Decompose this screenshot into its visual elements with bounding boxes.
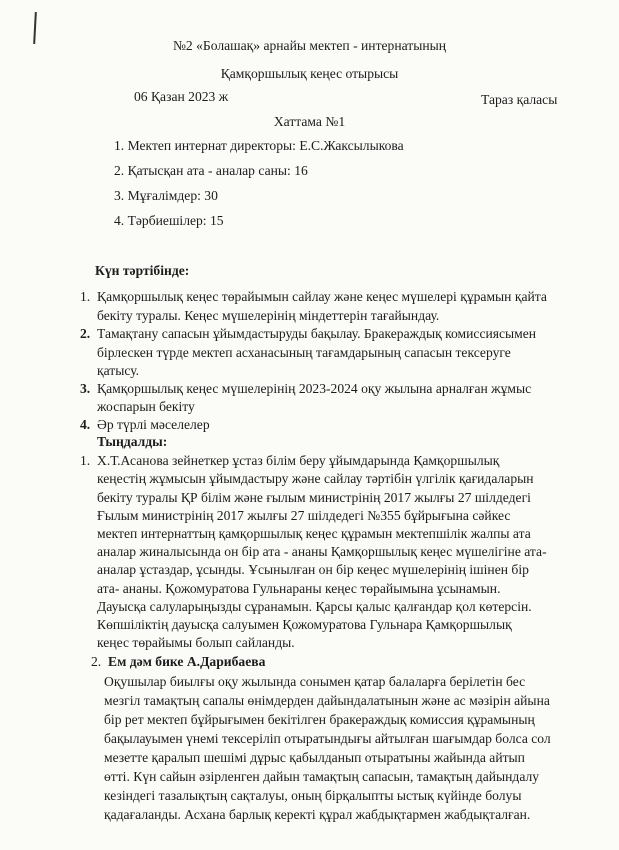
agenda-item-line: бірлескен түрде мектеп асханасының тағамдарының сапасын тексеруге [97, 345, 511, 360]
attendance-item: 1. Мектеп интернат директоры: Е.С.Жаксылыкова [114, 138, 404, 153]
agenda-item-line: Тамақтану сапасын ұйымдастыруды бақылау. Бракераждық комиссиясымен [97, 326, 537, 341]
attendance-item: 4. Тәрбиешілер: 15 [114, 213, 224, 228]
agenda-item-line: қатысу. [97, 363, 140, 378]
heard-item-line: Дауысқа салуларыңызды сұранамын. Қарсы қалыс қалғандар қол көтерсін. [97, 599, 532, 614]
attendance-item: 3. Мұғалімдер: 30 [114, 188, 218, 203]
agenda-item-number: 4. [80, 417, 91, 432]
heard-item-line: кеңес төрайымы болып сайланды. [97, 635, 295, 650]
agenda-item-number: 3. [80, 381, 91, 396]
heard-item-line: кеңестің жұмысын ұйымдастыру және сайлау тәртібін үлгілік қағидаларын [97, 471, 534, 486]
heard-item-line: бақылауымен үнемі тексеріліп отыратындығы айтылған шағымдар болса сол [104, 731, 551, 746]
heard-title: Тыңдалды: [97, 434, 168, 449]
heard-item-line: бір рет мектеп бұйрығымен бекітілген бракераждық комиссия құрамының [104, 712, 535, 727]
heard-item-line: Ғылым министрінің 2017 жылғы 27 шілдедегі №355 бұйрығына сәйкес [97, 508, 511, 523]
agenda-item-number: 1. [80, 289, 91, 304]
heard-item-line: Х.Т.Асанова зейнеткер ұстаз білім беру ұйымдарында Қамқоршылық [97, 453, 500, 468]
heard-item-line: аналар ұстаздар, ұсынды. Ұсынылған он бір кеңес мүшелерінің ішінен бір [97, 562, 529, 577]
heard-item-line: аналар жиналысында он бір ата - ананы Қамқоршылық кеңес мүшелігіне ата- [97, 544, 547, 559]
header-meeting-title: Қамқоршылық кеңес отырысы [220, 66, 399, 81]
heard-item-line: өтті. Күн сайын әзірленген дайын тамақтың сапасын, тамақтың дайындалу [104, 769, 540, 784]
heard-item-line: ата- ананы. Қожомуратова Гульнараны кеңес төрайымына ұсынамын. [97, 581, 501, 596]
heard-item-line: мезетте қаралып шешімі дұрыс қабылданып отыратыны жайында айтып [104, 750, 525, 765]
heard-item-line: мектеп интернаттың қамқоршылық кеңес құрамын мектепшілік жалпы ата [97, 526, 531, 541]
agenda-item-line: Қамқоршылық кеңес мүшелерінің 2023-2024 оқу жылына арналған жұмыс [97, 381, 532, 396]
agenda-item-line: Әр түрлі мәселелер [97, 417, 210, 432]
heard-item-line: Оқушылар биылғы оқу жылында сонымен қатар балаларға берілетін бес [104, 674, 526, 689]
heard-item-number: 2. [91, 654, 102, 669]
heard-item-number: 1. [80, 453, 91, 468]
attendance-item: 2. Қатысқан ата - аналар саны: 16 [114, 163, 308, 178]
heard-item-speaker: Ем дәм бике А.Дарибаева [108, 654, 266, 669]
agenda-item-line: бекіту туралы. Кеңес мүшелерінің міндеттерін тағайындау. [97, 308, 440, 323]
agenda-item-line: жоспарын бекіту [97, 399, 195, 414]
heard-item-line: мезгіл тамақтың сапалы өнімдерден дайындалатынын және ас мәзірін айына [104, 693, 550, 708]
header-school-name: №2 «Болашақ» арнайы мектеп - интернатының [172, 38, 447, 53]
heard-item-line: Көпшіліктің дауысқа салуымен Қожомуратова Гульнара Қамқоршылық [97, 617, 512, 632]
heard-item-line: қадағаланды. Асхана барлық керекті құрал жабдықтармен жабдықталған. [104, 807, 531, 822]
heard-item-line: кезіндегі тазалықтың сақталуы, оның бірқалыпты ыстық күйінде болуы [104, 788, 522, 803]
meeting-date: 06 Қазан 2023 ж [134, 89, 229, 104]
meeting-city: Тараз қаласы [481, 92, 558, 107]
agenda-item-number: 2. [80, 326, 91, 341]
agenda-item-line: Қамқоршылық кеңес төрайымын сайлау және кеңес мүшелері құрамын қайта [97, 289, 547, 304]
protocol-number: Хаттама №1 [273, 114, 346, 129]
agenda-title: Күн тәртібінде: [95, 263, 190, 278]
heard-item-line: бекіту туралы ҚР білім және ғылым министрінің 2017 жылғы 27 шілдедегі [97, 490, 531, 505]
